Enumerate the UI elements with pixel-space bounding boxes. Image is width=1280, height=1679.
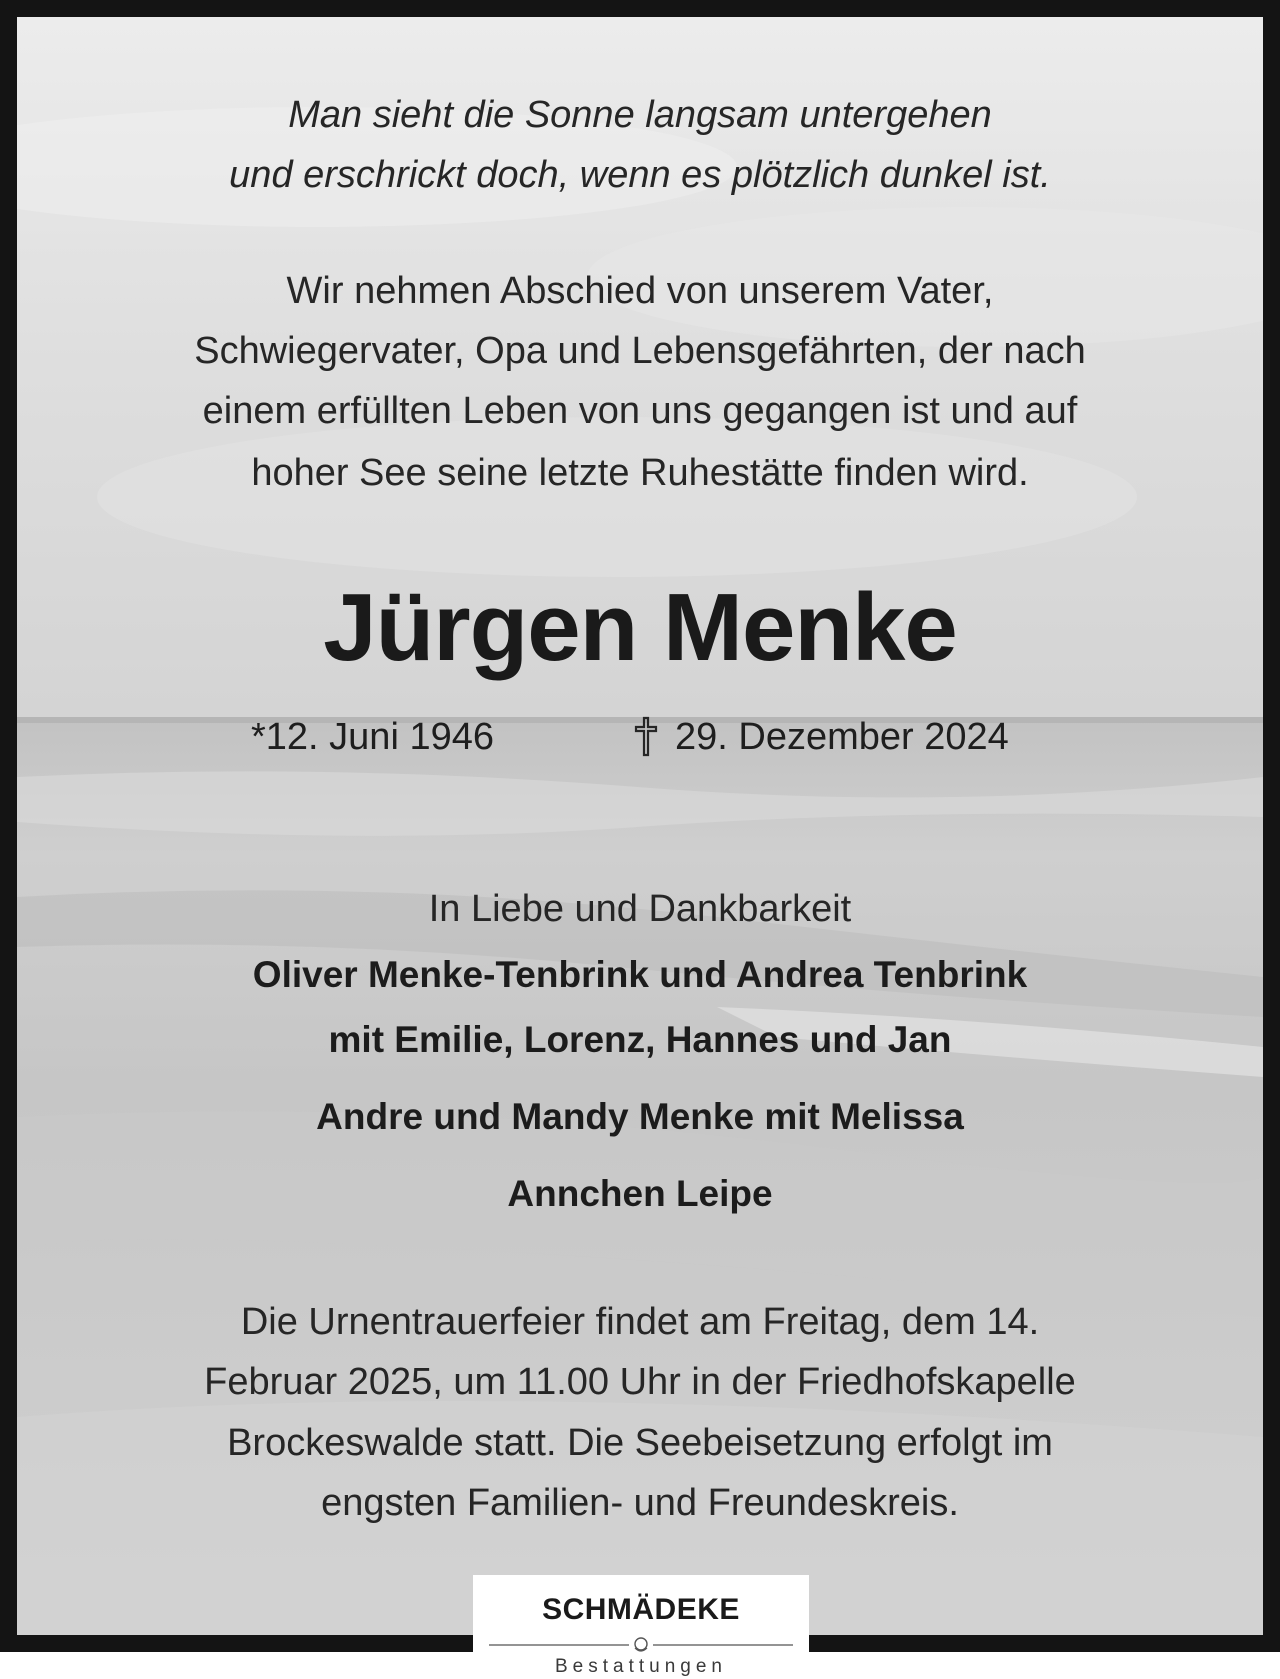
mourners-intro: In Liebe und Dankbarkeit: [428, 888, 852, 930]
family-3: Annchen Leipe: [507, 1173, 773, 1214]
announcement-line-2: Schwiegervater, Opa und Lebensgefährten, der nach: [194, 330, 1086, 372]
ornament-icon: [489, 1634, 793, 1656]
birth-date: *12. Juni 1946: [251, 716, 494, 758]
ceremony-line-2: Februar 2025, um 11.00 Uhr in der Friedhofskapelle: [204, 1361, 1076, 1403]
ceremony-line-4: engsten Familien- und Freundeskreis.: [321, 1482, 959, 1524]
funeral-home-subtitle: Bestattungen: [555, 1656, 727, 1677]
ceremony-line-3: Brockeswalde statt. Die Seebeisetzung erfolgt im: [227, 1422, 1053, 1464]
deceased-name: Jürgen Menke: [323, 574, 957, 681]
cross-icon: [633, 715, 659, 759]
obituary-content: [17, 17, 1263, 1635]
funeral-home-name: SCHMÄDEKE: [542, 1593, 740, 1626]
quote-line-1: Man sieht die Sonne langsam untergehen: [288, 94, 992, 136]
quote-line-2: und erschrickt doch, wenn es plötzlich dunkel ist.: [229, 154, 1051, 196]
family-2: Andre und Mandy Menke mit Melissa: [316, 1096, 964, 1137]
announcement-line-3: einem erfüllten Leben von uns gegangen ist und auf: [202, 390, 1078, 432]
ceremony-line-1: Die Urnentrauerfeier findet am Freitag, dem 14.: [240, 1301, 1040, 1343]
announcement-line-4: hoher See seine letzte Ruhestätte finden wird.: [251, 452, 1029, 494]
family-1-line-1: Oliver Menke-Tenbrink und Andrea Tenbrink: [252, 954, 1028, 995]
announcement-line-1: Wir nehmen Abschied von unserem Vater,: [286, 270, 994, 312]
funeral-home-logo: [473, 1575, 809, 1679]
death-date: 29. Dezember 2024: [675, 716, 1009, 758]
family-1-line-2: mit Emilie, Lorenz, Hannes und Jan: [328, 1019, 952, 1060]
